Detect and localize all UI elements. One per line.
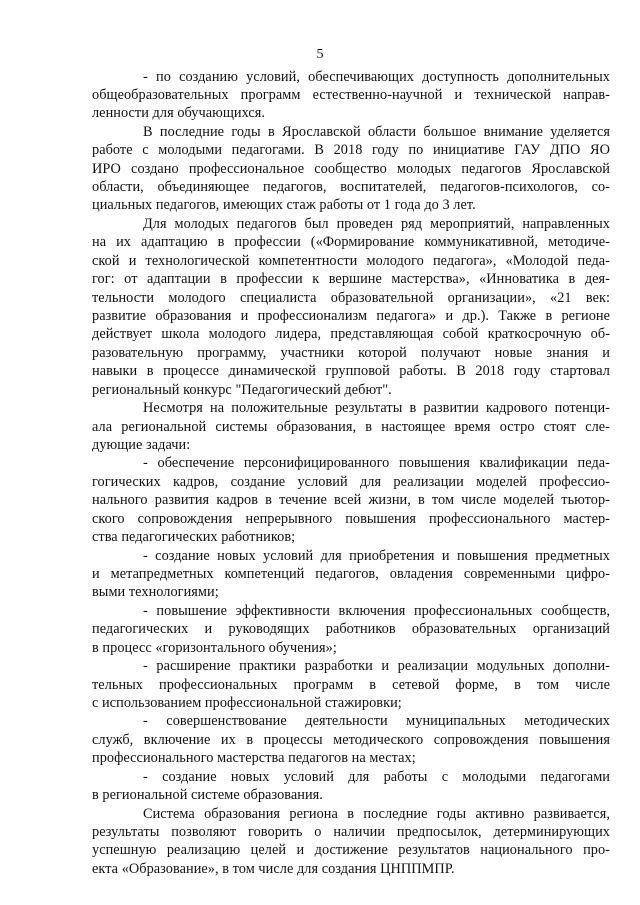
text-line: екта «Образование», в том числе для создания ЦНППМПР. [92, 861, 455, 877]
text-line: успешную реализацию целей и достижение результатов национального про- [92, 842, 610, 858]
text-line: - по созданию условий, обеспечивающих доступность дополнительных [143, 69, 610, 85]
text-line: результаты позволяют говорить о наличии предпосылок, детерминирующих [92, 824, 610, 840]
text-line: - повышение эффективности включения профессиональных сообществ, [143, 603, 610, 619]
text-line: Система образования региона в последние годы активно развивается, [143, 806, 610, 822]
text-line: ства педагогических работников; [92, 529, 296, 545]
text-line: педагогических и руководящих работников образовательных организаций [92, 621, 610, 637]
text-line: ской и технологической компетентности молодого педагога», «Молодой педа- [92, 253, 610, 269]
page-number: 5 [316, 47, 324, 62]
text-line: в региональной системе образования. [92, 787, 323, 803]
text-line: тельности молодого специалиста образовательной организации», «21 век: [92, 290, 610, 306]
text-line: ала региональной системы образования, в настоящее время остро стоят сле- [92, 419, 610, 435]
text-line: - создание новых условий для работы с молодыми педагогами [143, 769, 610, 785]
text-line: ского сопровождения непрерывного повышения профессионального мастер- [92, 511, 610, 527]
text-line: ИРО создано профессиональное сообщество молодых педагогов Ярославской [92, 161, 610, 177]
text-line: развитие образования и профессионализм педагога» и др.). Также в регионе [92, 308, 610, 324]
text-line: профессионального мастерства педагогов на местах; [92, 750, 416, 766]
text-line: - создание новых условий для приобретения и повышения предметных [143, 548, 610, 564]
text-line: общеобразовательных программ естественно-научной и технической направ- [92, 87, 610, 103]
text-line: циальных педагогов, имеющих стаж работы от 1 года до 3 лет. [92, 197, 476, 213]
text-line: - совершенствование деятельности муниципальных методических [143, 713, 610, 729]
text-line: выми технологиями; [92, 584, 219, 600]
text-line: с использованием профессиональной стажировки; [92, 695, 402, 711]
text-line: нального развития кадров в течение всей жизни, в том числе моделей тьютор- [92, 492, 610, 508]
text-line: работе с молодыми педагогами. В 2018 году по инициативе ГАУ ДПО ЯО [92, 142, 610, 158]
text-line: В последние годы в Ярославской области большое внимание уделяется [143, 124, 610, 140]
text-line: дующие задачи: [92, 437, 191, 453]
text-line: - расширение практики разработки и реализации модульных дополни- [143, 658, 610, 674]
text-line: разовательную программу, участники которой получают новые знания и [92, 345, 610, 361]
text-line: гог: от адаптации в профессии к вершине мастерства», «Инноватика в дея- [92, 271, 610, 287]
text-line: и метапредметных компетенций педагогов, овладения современными цифро- [92, 566, 610, 582]
text-line: навыки в процессе динамической групповой работы. В 2018 году стартовал [92, 363, 610, 379]
text-line: в процесс «горизонтального обучения»; [92, 640, 337, 656]
text-line: служб, включение их в процессы методического сопровождения повышения [92, 732, 610, 748]
text-line: региональный конкурс "Педагогический дебют". [92, 382, 392, 398]
text-line: области, объединяющее педагогов, воспитателей, педагогов-психологов, со- [92, 179, 610, 195]
text-line: тельных профессиональных программ в сетевой форме, в том числе [92, 677, 610, 693]
text-line: гогических кадров, создание условий для реализации моделей профессио- [92, 474, 610, 490]
text-line: - обеспечение персонифицированного повышения квалификации педа- [143, 455, 610, 471]
text-line: Несмотря на положительные результаты в развитии кадрового потенци- [143, 400, 610, 416]
text-line: Для молодых педагогов был проведен ряд мероприятий, направленных [143, 216, 610, 232]
text-line: ленности для обучающихся. [92, 105, 266, 121]
text-line: действует школа молодого лидера, представляющая собой краткосрочную об- [92, 326, 610, 342]
text-line: на их адаптацию в профессии («Формирование коммуникативной, методиче- [92, 234, 610, 250]
